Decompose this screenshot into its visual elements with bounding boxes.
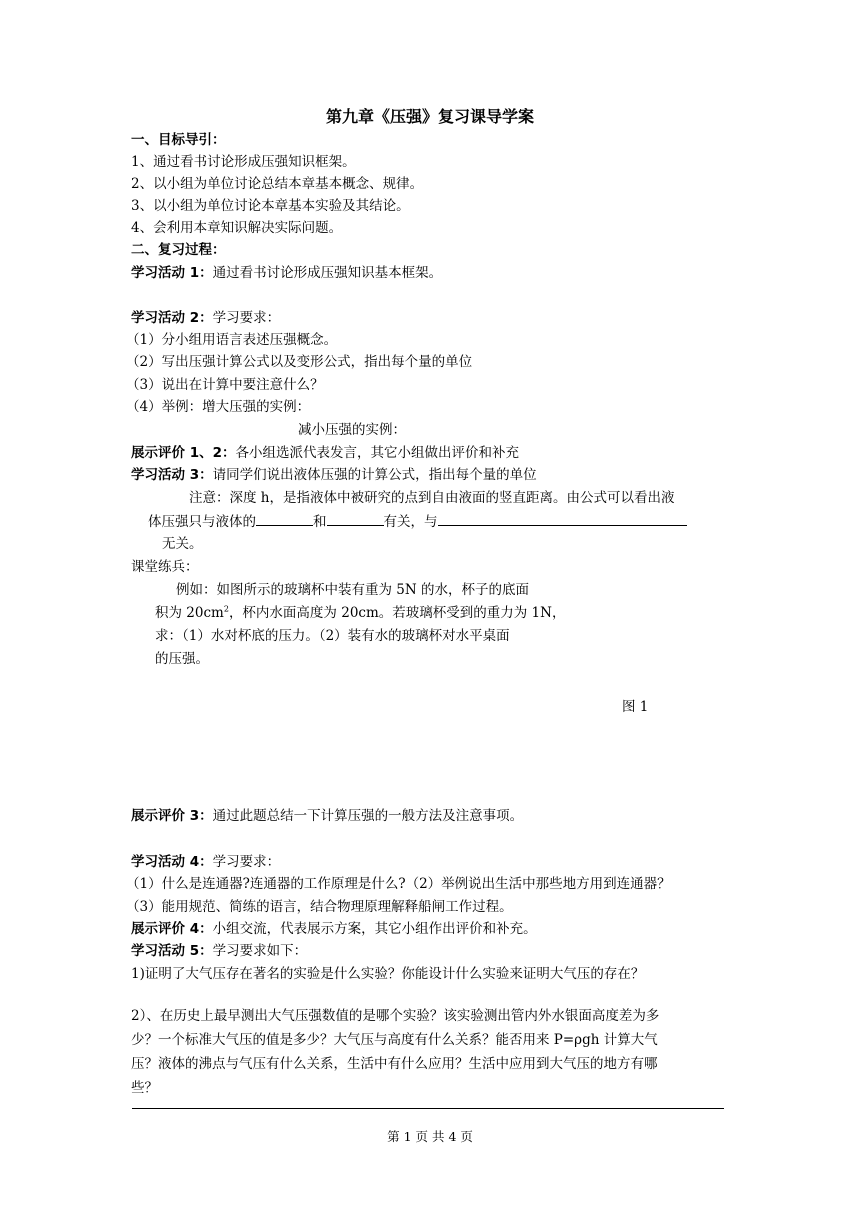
- review12-label: 展示评价 1、2：: [131, 445, 236, 461]
- goal-item: 2、以小组为单位讨论总结本章基本概念、规律。: [131, 176, 424, 192]
- activity4: [131, 852, 280, 872]
- activity2: [131, 308, 280, 328]
- activity3-label: 学习活动 3：: [131, 467, 213, 483]
- fill-blank: [327, 511, 384, 526]
- activity2-item: 减小压强的实例：: [298, 422, 406, 438]
- figure-label: 图 1: [622, 699, 649, 715]
- practice-line: 的压强。: [155, 651, 209, 667]
- note-text: 体压强只与液体的: [148, 514, 256, 530]
- practice-line: 求：（1）水对杯底的压力。（2）装有水的玻璃杯对水平桌面: [155, 628, 510, 644]
- page-title: 第九章《压强》复习课导学案: [325, 107, 534, 126]
- activity5-question2-line: 少？一个标准大气压的值是多少？大气压与高度有什么关系？能否用来 P=ρgh 计算大气: [131, 1032, 658, 1048]
- activity3: [131, 465, 537, 485]
- review4-text: 小组交流，代表展示方案，其它小组作出评价和补充。: [212, 921, 537, 937]
- activity5-text: 学习要求如下：: [212, 943, 308, 959]
- goal-item: 3、以小组为单位讨论本章基本实验及其结论。: [131, 198, 410, 214]
- note-text: 有关，与: [383, 514, 438, 530]
- activity1-label: 学习活动 1：: [131, 265, 213, 281]
- activity5-question2-line: 压？液体的沸点与气压有什么关系，生活中有什么应用？生活中应用到大气压的地方有哪: [131, 1056, 658, 1072]
- activity1-text: 通过看书讨论形成压强知识基本框架。: [212, 265, 443, 281]
- review3-label: 展示评价 3：: [131, 808, 213, 824]
- activity4-item: （1）什么是连通器?连通器的工作原理是什么?（2）举例说出生活中那些地方用到连通器？: [126, 876, 671, 892]
- superscript: 2: [223, 604, 229, 614]
- activity5-question1: 1)证明了大气压存在著名的实验是什么实验？你能设计什么实验来证明大气压的存在？: [131, 966, 645, 982]
- practice-text: ，杯内水面高度为 20cm。若玻璃杯受到的重力为 1N，: [228, 605, 566, 621]
- activity2-text: 学习要求：: [212, 310, 281, 326]
- note-text: 和: [313, 514, 327, 530]
- page-footer: 第 1 页 共 4 页: [387, 1129, 473, 1144]
- fill-blank: [438, 511, 687, 526]
- activity2-item: （3）说出在计算中要注意什么？: [126, 377, 324, 393]
- activity5-question2-line: 2）、在历史上最早测出大气压强数值的是哪个实验？该实验测出管内外水银面高度差为多: [131, 1008, 660, 1024]
- review-3: [131, 806, 523, 826]
- activity2-label: 学习活动 2：: [131, 310, 213, 326]
- activity1: [131, 263, 442, 283]
- section2-heading: 二、复习过程：: [131, 242, 226, 258]
- footer-divider: [132, 1108, 724, 1109]
- activity5-label: 学习活动 5：: [131, 943, 213, 959]
- fill-blank: [256, 511, 313, 526]
- review-1-2: [131, 443, 519, 463]
- review4-label: 展示评价 4：: [131, 921, 213, 937]
- activity4-text: 学习要求：: [212, 854, 281, 870]
- practice-heading: 课堂练兵：: [131, 559, 199, 575]
- practice-line: [155, 603, 565, 623]
- activity2-item: （2）写出压强计算公式以及变形公式，指出每个量的单位: [126, 354, 473, 370]
- activity4-label: 学习活动 4：: [131, 854, 213, 870]
- review-4: [131, 919, 537, 939]
- activity5-question2-line: 些？: [131, 1080, 158, 1096]
- activity3-note-blanks: [148, 511, 687, 532]
- section1-heading: 一、目标导引：: [131, 132, 226, 148]
- activity3-note-end: 无关。: [162, 536, 203, 552]
- review3-text: 通过此题总结一下计算压强的一般方法及注意事项。: [212, 808, 524, 824]
- activity2-item: （1）分小组用语言表述压强概念。: [126, 332, 338, 348]
- activity3-text: 请同学们说出液体压强的计算公式，指出每个量的单位: [212, 467, 537, 483]
- activity2-item: （4）举例：增大压强的实例：: [126, 399, 311, 415]
- activity5: [131, 941, 307, 961]
- review12-text: 各小组选派代表发言，其它小组做出评价和补充: [235, 445, 519, 461]
- activity4-item: （3）能用规范、简练的语言，结合物理原理解释船闸工作过程。: [126, 899, 513, 915]
- activity3-note: 注意：深度 h，是指液体中被研究的点到自由液面的竖直距离。由公式可以看出液: [189, 490, 675, 506]
- goal-item: 4、会利用本章知识解决实际问题。: [131, 220, 343, 236]
- goal-item: 1、通过看书讨论形成压强知识框架。: [131, 154, 356, 170]
- practice-line: 例如：如图所示的玻璃杯中装有重为 5N 的水，杯子的底面: [176, 582, 529, 598]
- practice-text: 积为 20cm: [155, 605, 224, 621]
